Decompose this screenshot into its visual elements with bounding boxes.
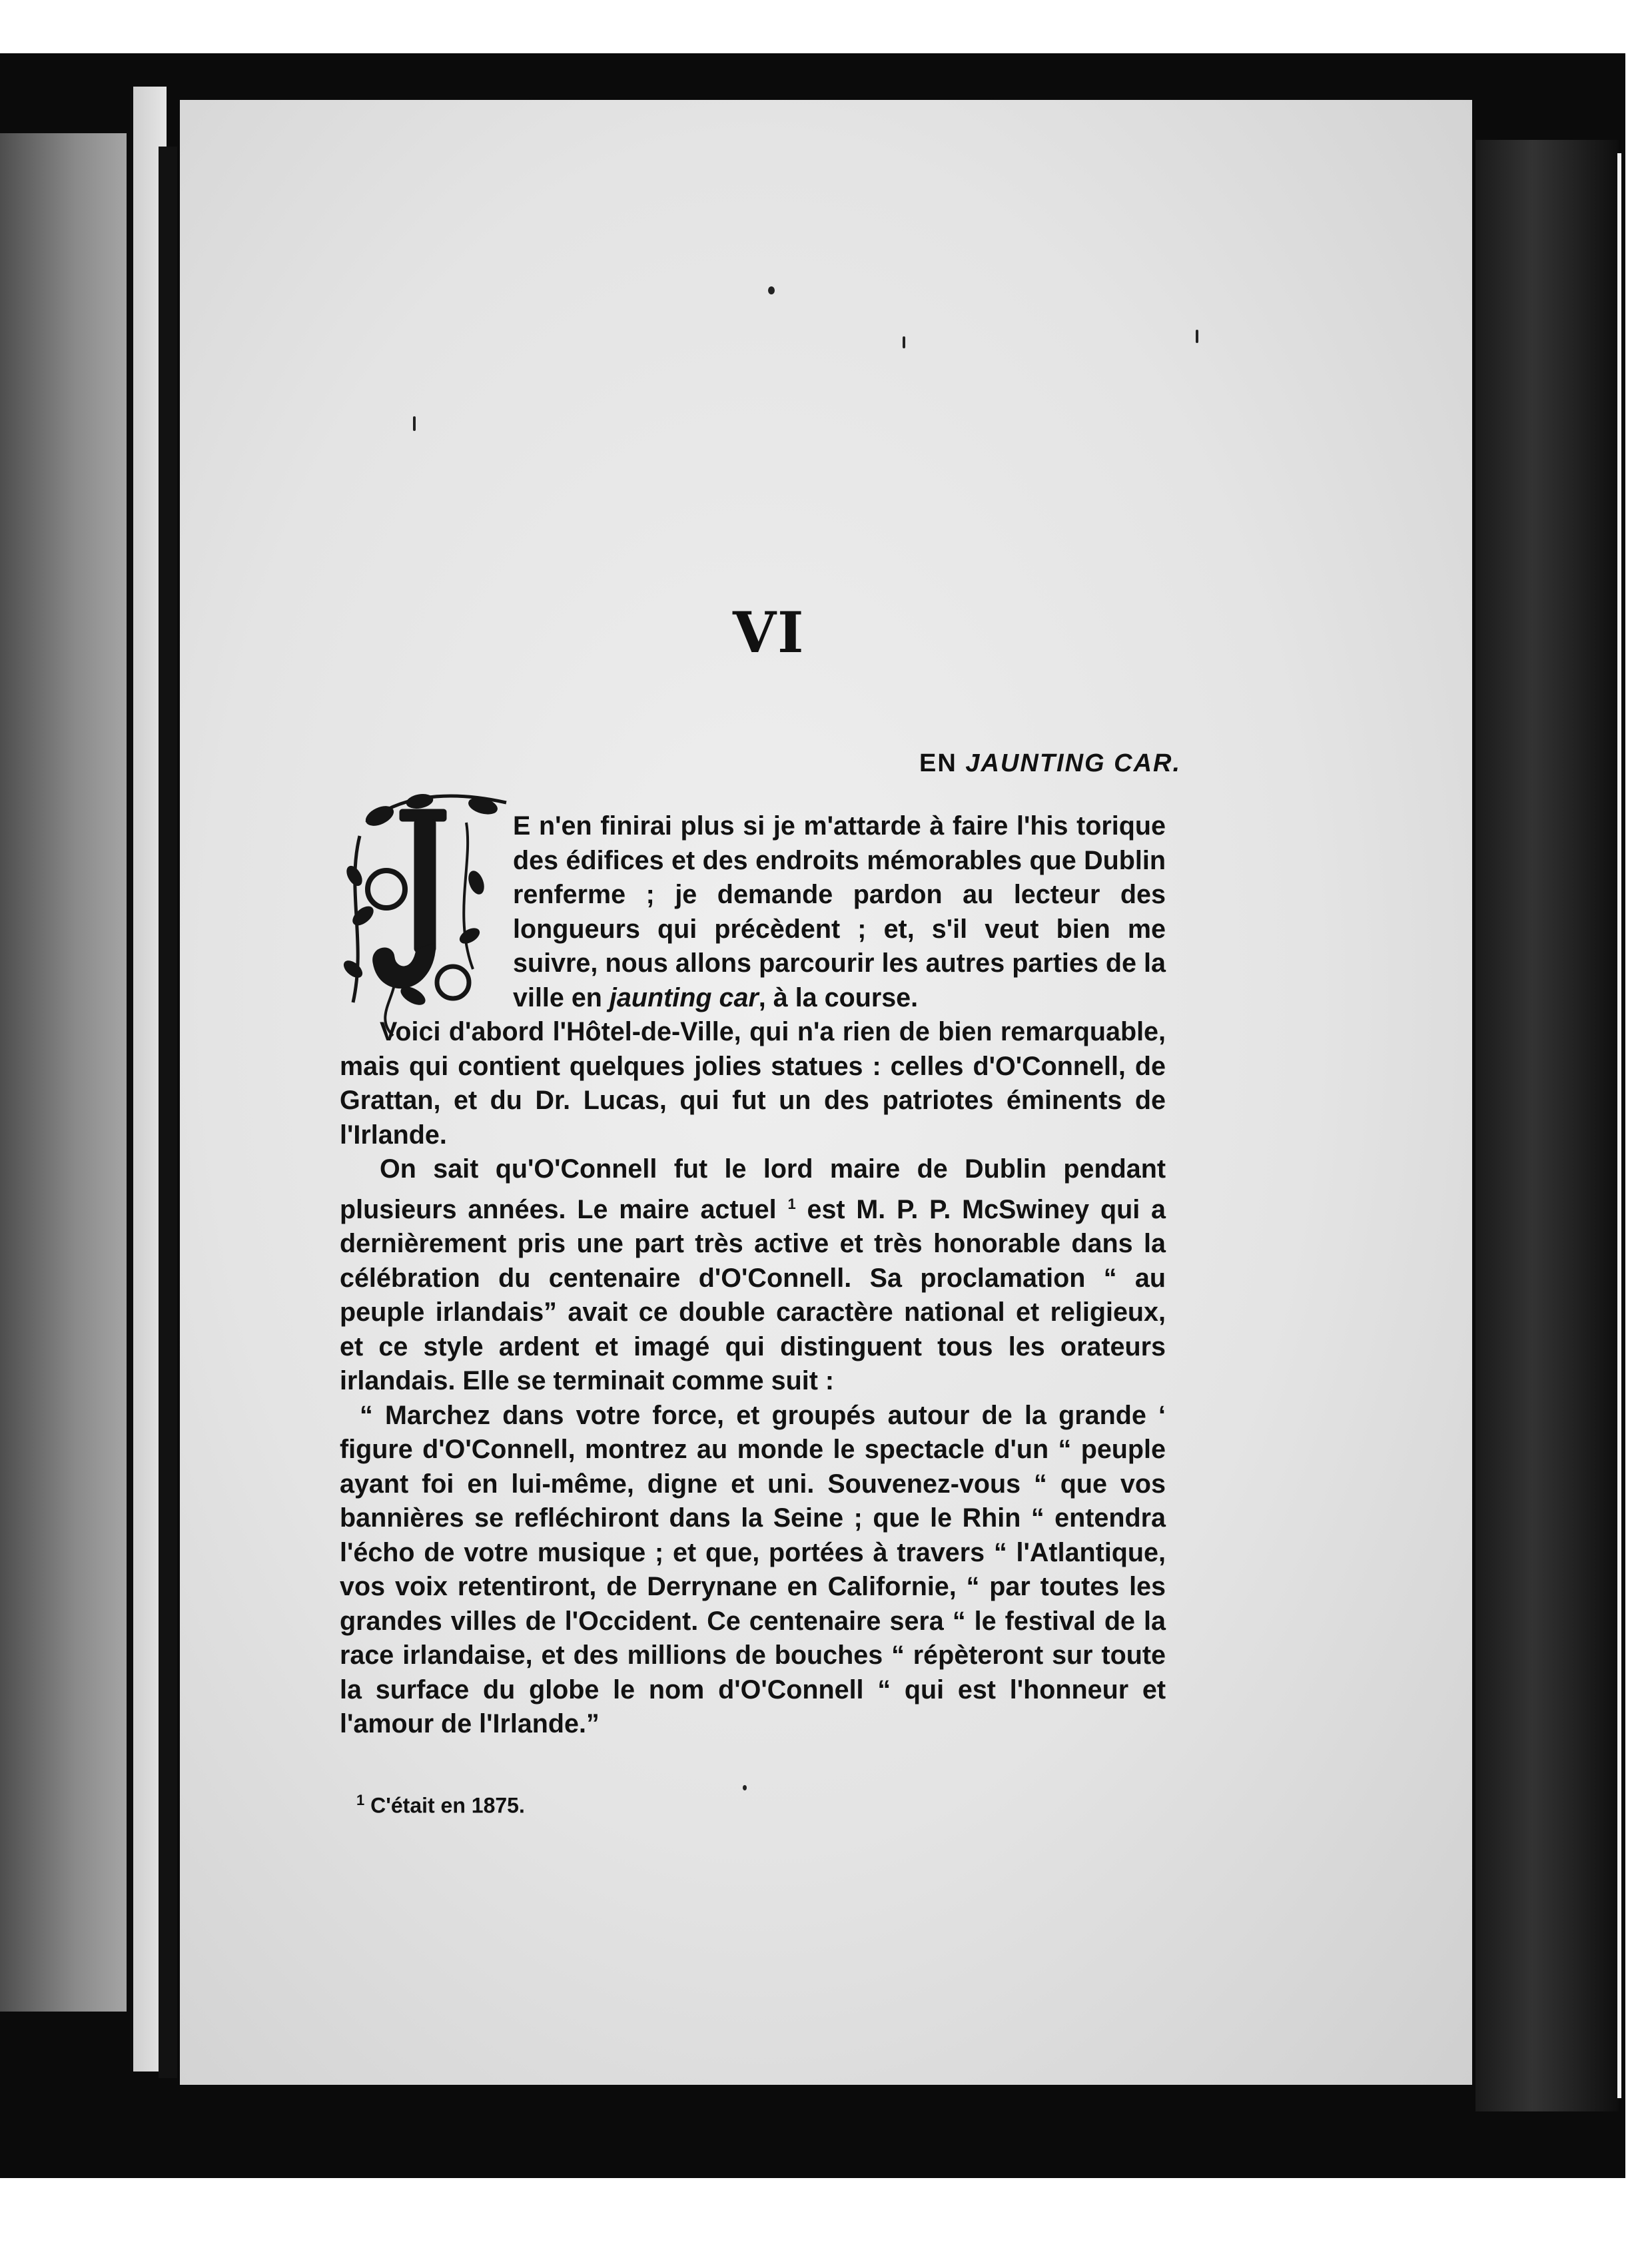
footnote-text: C'était en 1875.: [370, 1793, 525, 1818]
section-heading-prefix: EN: [919, 749, 957, 777]
paragraph-intro-italic: jaunting car: [609, 982, 759, 1012]
scan-speck: [413, 416, 416, 431]
paragraph-oconnell-start: On sait qu'O'Connell fut le lord maire de Dublin pendant plusieurs années. Le maire actuel: [340, 1154, 1166, 1224]
scan-speck: [903, 336, 905, 348]
right-film-edge: [1617, 153, 1621, 2098]
right-border-band: [1475, 140, 1619, 2111]
scan-speck: [768, 286, 775, 294]
paragraph-hotel-de-ville: Voici d'abord l'Hôtel-de-Ville, qui n'a rien de bien remarquable, mais qui contient quelques jolies statues : celles d'O'Connell, de Grattan, et du Dr. Lucas, qui fut un des patriotes éminents de l'Irlande.: [340, 1017, 1166, 1150]
proclamation-quote: “ Marchez dans votre force, et groupés autour de la grande ‘ figure d'O'Connell, montrez au monde le spectacle d'un “ peuple ayant foi en lui-même, digne et uni. Souvenez-vous “ que vos bannières se refléchiront dans la Seine ; que le Rhin “ entendra l'écho de votre musique ; et que, portées à travers “ l'Atlantique, vos voix retentiront, de Derrynane en Californie, “ par toutes les grandes villes de l'Occident. Ce centenaire sera “ le festival de la race irlandaise, et des millions de bouches “ répèteront sur toute la surface du globe le nom d'O'Connell “ qui est l'honneur et l'amour de l'Irlande.”: [340, 1400, 1166, 1739]
adjacent-page-edge: [0, 133, 127, 2012]
page-gutter-shadow: [159, 147, 177, 2078]
scan-speck: [1196, 330, 1198, 343]
chapter-number: VI: [733, 599, 805, 665]
paragraph-intro: [340, 809, 1166, 1015]
paragraph-intro-text: E n'en finirai plus si je m'attarde à faire l'his torique des édifices et des endroits mémorables que Dublin renferme ; je demande pardon au lecteur des longueurs qui précèdent ; et, s'il veut bien me suivre, nous allons parcourir les autres parties de la ville en: [513, 811, 1166, 1012]
section-heading-title: JAUNTING CAR.: [965, 749, 1182, 777]
footnote-reference: 1: [787, 1195, 796, 1212]
footnote-marker: 1: [356, 1792, 365, 1808]
paragraph-oconnell: [340, 1152, 1166, 1399]
section-heading: [919, 749, 1181, 778]
paragraph-oconnell-end: est M. P. P. McSwiney qui a dernièrement pris une part très active et très honorable dans la célébration du centenaire d'O'Connell. Sa proclamation “ au peuple irlandais” avait ce double caractère national et religieux, et ce style ardent et imagé qui distinguent tous les orateurs irlandais. Elle se terminait comme suit :: [340, 1194, 1166, 1396]
paragraph-intro-end: , à la course.: [758, 982, 919, 1012]
scan-speck: [743, 1785, 747, 1790]
chapter-body: [340, 809, 1166, 1742]
footnote: [356, 1792, 525, 1818]
